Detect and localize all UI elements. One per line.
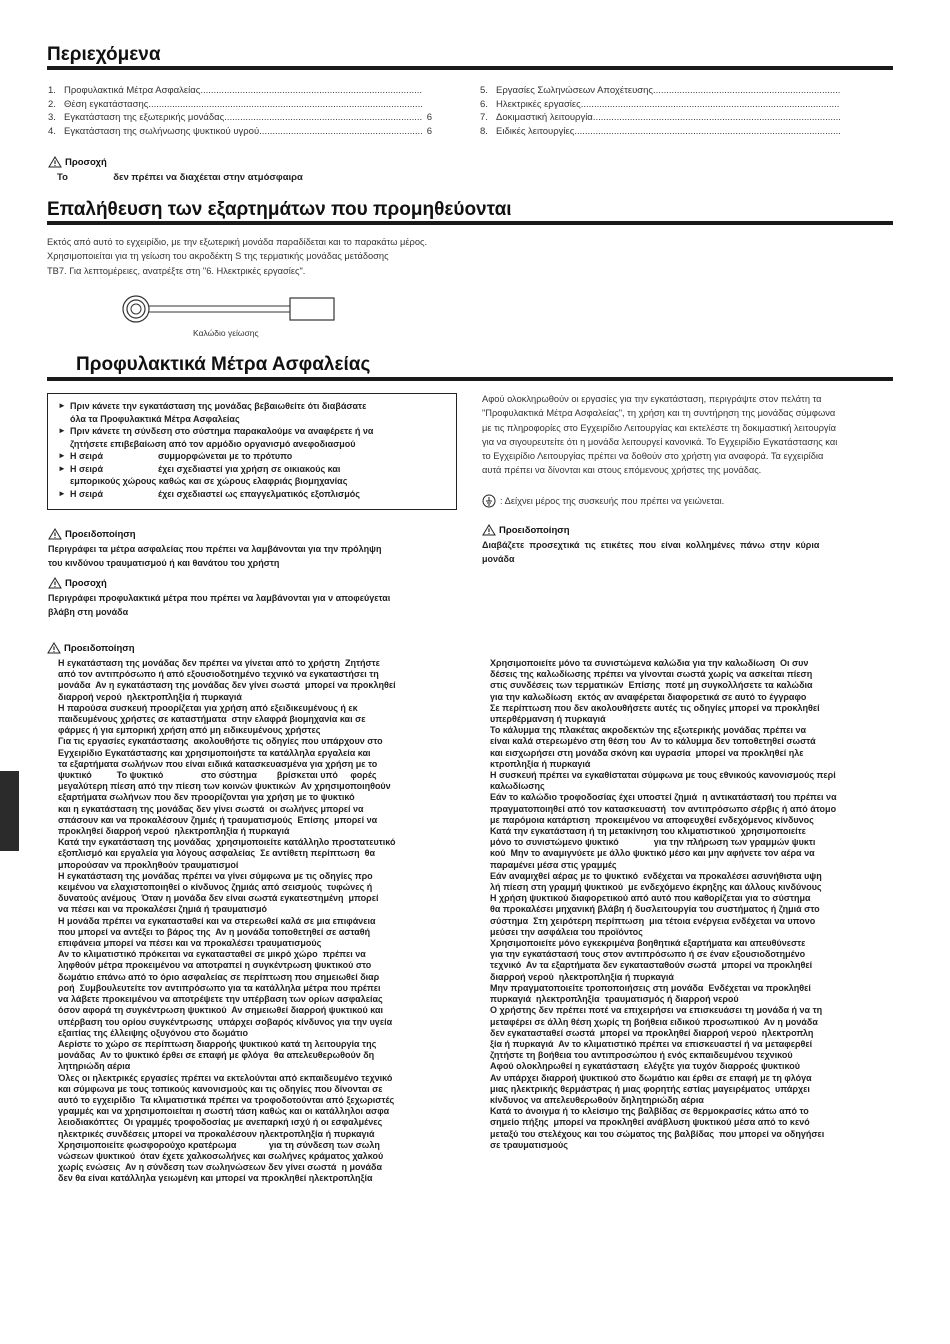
warning-text-line: θα προκαλέσει μηχανική βλάβη ή δυσλειτουργία του συστήματος ή ζημιά στο: [490, 904, 820, 915]
arrow-right-icon: ►: [58, 401, 66, 410]
warning-text-line: να πέσει και να προκαλέσει ζημιά ή τραυματισμό: [58, 904, 267, 915]
intro-line: αυτά πρέπει να δίνονται και στους επόμενους χρήστες της μονάδας.: [482, 465, 762, 476]
safety-intro-text: [482, 392, 894, 478]
warning-text-line: όσον αφορά τη συγκέντρωση ψυκτικού Αν σημειωθεί διαρροή ψυκτικού και: [58, 1005, 383, 1016]
ground-symbol-icon: [482, 494, 496, 508]
warning-text-line: μεταφέρει σε άλλη θέση χωρίς τη βοήθεια ειδικού προσωπικού Αν η μονάδα: [490, 1016, 818, 1027]
toc-page: [840, 111, 850, 125]
toc-text: Ηλεκτρικές εργασίες: [496, 98, 581, 110]
toc-item[interactable]: [48, 111, 432, 125]
warning-title: Προειδοποίηση: [64, 642, 135, 654]
checklist-text: Η σειρά έχει σχεδιαστεί για χρήση σε οικιακούς και: [70, 463, 341, 474]
warning-text-line: Εάν το καλώδιο τροφοδοσίας έχει υποστεί ζημιά η αντικατάστασή του πρέπει να: [490, 792, 837, 803]
caution-definition: [48, 577, 463, 619]
warning-text-line: παραμένει μέσα στις γραμμές: [490, 859, 617, 870]
warning-text-line: κού Μην το αναμιγνύετε με άλλο ψυκτικό μέσο και μην αφήνετε τον αέρα να: [490, 848, 815, 859]
warning-text-line: Χρησιμοποιείτε μόνο τα συνιστώμενα καλώδια για την καλωδίωση Οι συν: [490, 658, 809, 668]
warning-text-line: σύστημα Στη χειρότερη περίπτωση μια τέτοια ενέργεια ενδέχεται να υπονο: [490, 915, 816, 926]
safety-checklist-box: [47, 393, 457, 510]
warning-text-line: ηλεκτρικές συνδέσεις μπορεί να προκαλέσουν ηλεκτροπληξία ή πυρκαγιά: [58, 1128, 375, 1139]
warning-text-line: χωρίς ενώσεις Αν η σύνδεση των σωληνώσεων δεν γίνει σωστά η μονάδα: [58, 1162, 382, 1173]
warning-text-line: Αφού ολοκληρωθεί η εγκατάσταση ελέγξτε για τυχόν διαρροές ψυκτικού: [490, 1061, 800, 1072]
warning-text-line: για την καλωδίωση εκτός αν αναφέρεται διαφορετικά σε αυτό το έγγραφο: [490, 691, 807, 702]
warning-text-line: Αερίστε το χώρο σε περίπτωση διαρροής ψυκτικού κατά τη λειτουργία της: [58, 1038, 377, 1049]
caution-word: Το: [57, 172, 68, 183]
warning-text-line: φάρμες ή για εμπορική χρήση από μη ειδικευμένους χρήστες: [58, 725, 321, 736]
warning-labels: [482, 524, 894, 566]
ground-note-text: : Δείχνει μέρος της συσκευής που πρέπει να γειώνεται.: [500, 496, 725, 506]
warning-text-line: Η παρούσα συσκευή προορίζεται για χρήση από εξειδικευμένους ή εκ: [58, 702, 358, 713]
arrow-right-icon: ►: [58, 488, 66, 498]
warning-text-line: διαρροή νερού ηλεκτροπληξία ή πυρκαγιά: [490, 971, 674, 982]
intro-line: το Εγχειρίδιο Λειτουργίας πρέπει να δοθούν στο χρήστη για αναφορά. Τα εγχειρίδια: [482, 451, 824, 462]
warning-line: μονάδα: [482, 554, 515, 564]
warning-text-line: Χρησιμοποιείτε μόνο εγκεκριμένα βοηθητικά εξαρτήματα και απευθύνεστε: [490, 938, 806, 949]
warning-text-line: μονάδας Αν το ψυκτικό έρθει σε επαφή με φλόγα θα απελευθερωθούν δη: [58, 1050, 375, 1061]
toc-dots: [574, 125, 840, 139]
warning-title: Προειδοποίηση: [499, 524, 570, 536]
warning-title: Προειδοποίηση: [65, 528, 136, 540]
warning-text-line: μεύσει την ασφάλεια του προϊόντος: [490, 926, 643, 937]
checklist-text: Πριν κάνετε την εγκατάσταση της μονάδας βεβαιωθείτε ότι διαβάσατε: [70, 401, 367, 411]
warning-text-line: Μην πραγματοποιείτε τροποποιήσεις στη μονάδα Ενδέχεται να προκληθεί: [490, 982, 811, 993]
warning-text-line: γραμμές και να χρησιμοποιείται η σωστή τάση καθώς και οι κατάλληλοι ασφα: [58, 1106, 390, 1117]
toc-text: Ειδικές λειτουργίες: [496, 125, 575, 137]
checklist-item: [58, 400, 456, 425]
warning-text-line: να λάβετε προκειμένου να αποτρέψετε την υπέρβαση των ορίων ασφαλείας: [58, 994, 383, 1005]
main-warning-right-column: [490, 658, 894, 1151]
warning-text-line: Κατά την εγκατάσταση της μονάδας χρησιμοποιείτε κατάλληλο προστατευτικό: [58, 837, 396, 848]
checklist-text: όλα τα Προφυλακτικά Μέτρα Ασφαλείας: [70, 413, 240, 424]
warning-text-line: με παρόμοια κατάρτιση προκειμένου να αποφευχθεί ενδεχόμενος κίνδυνος: [490, 814, 814, 825]
toc-dots: [200, 84, 422, 98]
toc-dots: [593, 111, 840, 125]
toc-dots: [148, 98, 422, 112]
toc-num: 1.: [48, 85, 56, 96]
warning-text-line: ζητήστε τη βοήθεια του αντιπροσώπου ή ενός εκπαιδευμένου τεχνικού: [490, 1050, 793, 1061]
toc-page: [422, 98, 432, 112]
caution-title: Προσοχή: [65, 156, 107, 168]
warning-text-line: εξοπλισμό και εργαλεία για λόγους ασφαλείας Σε αντίθετη περίπτωση θα: [58, 848, 376, 859]
checklist-item: [58, 488, 456, 501]
warning-text-line: μονάδα Αν η εγκατάσταση της μονάδας δεν γίνει σωστά μπορεί να προκληθεί: [58, 680, 396, 691]
toc-page: 6: [426, 112, 432, 123]
warning-text-line: υπερθέρμανση ή πυρκαγιά: [490, 714, 606, 725]
toc-item[interactable]: [480, 111, 850, 125]
verify-rule: [47, 221, 893, 225]
verify-line: Χρησιμοποιείται για τη γείωση του ακροδέκτη S της τερματικής μονάδας μετάδοσης: [47, 251, 389, 262]
warning-text-line: δωμάτιο επάνω από το όριο ασφαλείας σε περίπτωση που σημειωθεί διαρ: [58, 971, 380, 982]
verify-line: Εκτός από αυτό το εγχειρίδιο, με την εξωτερική μονάδα παραδίδεται και το παρακάτω μέρος.: [47, 237, 428, 247]
caution-line: Περιγράφει προφυλακτικά μέτρα που πρέπει να λαμβάνονται για ν αποφεύγεται: [48, 593, 391, 603]
warning-line: του κινδύνου τραυματισμού ή και θανάτου του χρήστη: [48, 558, 280, 568]
toc-item[interactable]: [48, 84, 432, 98]
warning-text-line: πυρκαγιά ηλεκτροπληξία τραυματισμός ή διαρροή νερού: [490, 994, 739, 1005]
warning-text-line: εξαρτήματα σωλήνων που δεν προορίζονται για χρήση με το ψυκτικό: [58, 792, 355, 803]
warning-text-line: Σε περίπτωση που δεν ακολουθήσετε αυτές τις οδηγίες μπορεί να προκληθεί: [490, 702, 820, 713]
arrow-right-icon: ►: [58, 426, 66, 435]
warning-text-line: Η μονάδα πρέπει να εγκατασταθεί και να στερεωθεί καλά σε μια επιφάνεια: [58, 915, 376, 926]
warning-text-line: Όλες οι ηλεκτρικές εργασίες πρέπει να εκτελούνται από εκπαιδευμένο τεχνικό: [58, 1072, 393, 1083]
warning-text-line: αυτό το εγχειρίδιο Τα κλιματιστικά πρέπει να τροφοδοτούνται από ξεχωριστές: [58, 1094, 395, 1105]
caution-line: βλάβη στη μονάδα: [48, 607, 129, 617]
toc-text: Δοκιμαστική λειτουργία: [496, 112, 593, 123]
toc-text: Προφυλακτικά Μέτρα Ασφαλείας: [64, 85, 201, 96]
checklist-text: Η σειρά έχει σχεδιαστεί ως επαγγελματικός εξοπλισμός: [70, 488, 360, 499]
toc-page: [840, 98, 850, 112]
warning-text-line: πραγματοποιηθεί από τον κατασκευαστή τον αντιπρόσωπο σέρβις ή από άτομο: [490, 803, 837, 814]
toc-text: Θέση εγκατάστασης: [64, 98, 149, 110]
toc-item[interactable]: [48, 125, 432, 139]
checklist-text: Η σειρά συμμορφώνεται με το πρότυπο: [70, 451, 293, 461]
toc-num: 8.: [480, 125, 488, 137]
arrow-right-icon: ►: [58, 451, 66, 460]
warning-text-line: και η εγκατάσταση της μονάδας δεν γίνει σωστά οι σωλήνες μπορεί να: [58, 803, 364, 814]
warning-text-line: Αν υπάρχει διαρροή ψυκτικού στο δωμάτιο και έρθει σε επαφή με τη φλόγα: [490, 1072, 812, 1083]
warning-text-line: για την εγκατάστασή τους στον αντιπρόσωπο ή σε έναν εξουσιοδοτημένο: [490, 949, 806, 960]
warning-text-line: δυνατούς ανέμους Όταν η μονάδα δεν είναι σωστά εγκατεστημένη μπορεί: [58, 893, 379, 904]
warning-text-line: Ο χρήστης δεν πρέπει ποτέ να επιχειρήσει να επισκευάσει τη μονάδα ή να τη: [490, 1005, 823, 1016]
toc-dots: [259, 125, 422, 139]
toc-dots: [224, 111, 422, 125]
arrow-right-icon: ►: [58, 463, 66, 473]
warning-text-line: ψυκτικό Το ψυκτικό στο σύστημα βρίσκεται υπό φορές: [58, 770, 377, 781]
warning-text-line: μεγαλύτερη πίεση από την πίεση των κοινών ψυκτικών Αν χρησιμοποιηθούν: [58, 781, 391, 792]
warning-text-line: επιφάνεια μπορεί να πέσει και να προκαλέσει τραυματισμούς: [58, 938, 322, 949]
warning-text-line: τα εξαρτήματα σωλήνων που είναι ειδικά κατασκευασμένα για χρήση με το: [58, 758, 378, 769]
warning-text-line: παιδευμένους χρήστες σε καταστήματα στην ελαφρά βιομηχανία και σε: [58, 714, 366, 725]
warning-text-line: και εισχωρήσει στη μονάδα σκόνη και υγρασία μπορεί να προκληθεί ηλε: [490, 747, 804, 758]
warning-text-line: Κατά την εγκατάσταση ή τη μετακίνηση του κλιματιστικού χρησιμοποιείτε: [490, 826, 806, 837]
intro-line: για να σιγουρευτείτε ότι η μονάδα λειτουργεί κανονικά. Το Εγχειρίδιο Εγκατάστασης και: [482, 436, 838, 447]
warning-text-line: ξία ή πυρκαγιά Αν το κλιματιστικό πρέπει να επισκευαστεί ή να μεταφερθεί: [490, 1038, 813, 1049]
warning-text-line: που μπορεί να αντέξει το βάρος της Αν η μονάδα τοποθετηθεί σε ασταθή: [58, 926, 371, 937]
warning-text-line: υπέρβαση του ορίου συγκέντρωσης υπάρχει σοβαρός κίνδυνος για την υγεία: [58, 1016, 393, 1027]
contents-title: Περιεχόμενα: [47, 44, 161, 65]
toc-num: 5.: [480, 85, 488, 96]
warning-text-line: σημείο πήξης μπορεί να προκληθεί ανάβλυση ψυκτικού μέσα από το κενό: [490, 1117, 810, 1128]
toc-item[interactable]: [48, 98, 432, 112]
toc-item[interactable]: [480, 84, 850, 98]
toc-page: [840, 84, 850, 98]
toc-num: 6.: [480, 98, 488, 110]
warning-text-line: Το κάλυμμα της πλακέτας ακροδεκτών της εξωτερικής μονάδας πρέπει να: [490, 725, 807, 736]
warning-text-line: προκληθεί διαρροή νερού ηλεκτροπληξία ή πυρκαγιά: [58, 826, 290, 837]
main-warning-heading: [47, 642, 135, 654]
warning-text-line: εξαιτίας της έλλειψης οξυγόνου στο δωμάτιο: [58, 1027, 248, 1038]
verify-text: [47, 235, 467, 278]
warning-text-line: κίνδυνος να απελευθερωθούν δηλητηριώδη αέρια: [490, 1094, 704, 1105]
warning-text-line: μπορούσαν να προκληθούν τραυματισμοί: [58, 859, 239, 870]
warning-text-line: Εγχειρίδιο Εγκατάστασης και χρησιμοποιήστε τα κατάλληλα εργαλεία και: [58, 747, 371, 758]
toc-dots: [653, 84, 840, 98]
toc-text: Εγκατάσταση της εξωτερικής μονάδας: [64, 112, 225, 123]
checklist-item: [58, 425, 456, 450]
warning-triangle-icon: [47, 642, 61, 654]
warning-text-line: κειμένου να ελαχιστοποιηθεί ο κίνδυνος ζημιάς από σεισμούς τυφώνες ή: [58, 882, 373, 893]
warning-text-line: Εάν αναμιχθεί αέρας με το ψυκτικό ενδέχεται να προκαλέσει ασυνήθιστα υψη: [490, 870, 822, 881]
warning-text-line: είναι καλά στερεωμένο στη θέση του Αν το κάλυμμα δεν τοποθετηθεί σωστά: [490, 736, 816, 747]
warning-text-line: λή πίεση στη γραμμή ψυκτικού με ενδεχόμενο έκρηξης και άλλους κινδύνους: [490, 882, 822, 893]
verify-title: Επαλήθευση των εξαρτημάτων που προμηθεύονται: [47, 199, 512, 220]
warning-text-line: μόνο το συνιστώμενο ψυκτικό για την πλήρωση των γραμμών ψυκτι: [490, 837, 816, 848]
ground-note: [482, 494, 724, 508]
warning-text-line: από τον αντιπρόσωπο ή από εξουσιοδοτημένο τεχνικό να εγκαταστήσει τη: [58, 669, 379, 680]
toc-num: 4.: [48, 125, 56, 137]
warning-text-line: Χρησιμοποιείτε φωσφορούχο κρατέρωμα για τη σύνδεση των σωλη: [58, 1139, 380, 1150]
warning-text-line: κτροπληξία ή πυρκαγιά: [490, 758, 591, 769]
warning-text-line: Η εγκατάσταση της μονάδας πρέπει να γίνει σύμφωνα με τις οδηγίες προ: [58, 870, 373, 881]
warning-text-line: καλωδίωσης: [490, 781, 545, 792]
toc-num: 7.: [480, 112, 488, 123]
safety-rule: [47, 377, 893, 381]
toc-page: [840, 125, 850, 139]
toc-text: Εργασίες Σωληνώσεων Αποχέτευσης: [496, 85, 654, 96]
warning-text-line: δέσεις της καλωδίωσης πρέπει να γίνονται σωστά χωρίς να ασκείται πίεση: [490, 669, 813, 680]
warning-triangle-icon: [482, 524, 496, 536]
warning-triangle-icon: [48, 577, 62, 589]
warning-text-line: Η συσκευή πρέπει να εγκαθίσταται σύμφωνα με τους εθνικούς κανονισμούς περί: [490, 770, 836, 781]
warning-text-line: Αν το κλιματιστικό πρόκειται να εγκατασταθεί σε μικρό χώρο πρέπει να: [58, 949, 366, 960]
contents-rule: [47, 66, 893, 70]
intro-line: Αφού ολοκληρωθούν οι εργασίες για την εγκατάσταση, περιγράψτε στον πελάτη τα: [482, 394, 822, 404]
page-side-tab: [0, 771, 19, 851]
ground-cable-label: Καλώδιο γείωσης: [193, 328, 259, 338]
ground-cable-illustration: [120, 292, 340, 326]
checklist-text: Πριν κάνετε τη σύνδεση στο σύστημα παρακαλούμε να αναφέρετε ή να: [70, 426, 374, 436]
warning-text-line: νώσεων ψυκτικού όταν έχετε χαλκοσωλήνες και σωλήνες κράματος χαλκού: [58, 1150, 384, 1161]
warning-text-line: Η εγκατάσταση της μονάδας δεν πρέπει να γίνεται από το χρήστη Ζητήστε: [58, 658, 380, 668]
warning-text-line: δεν εγκατασταθεί σωστά μπορεί να προκληθεί διαρροή νερού ηλεκτροπλη: [490, 1027, 814, 1038]
checklist-text: ζητήσετε επιβεβαίωση από τον αρμόδιο οργανισμό ανεφοδιασμού: [70, 438, 356, 449]
checklist-item: [58, 450, 456, 463]
warning-text-line: και σύμφωνα με τους τοπικούς κανονισμούς και τις οδηγίες που δίνονται σε: [58, 1083, 383, 1094]
toc-num: 3.: [48, 112, 56, 123]
warning-line: Διαβάζετε προσεχτικά τις ετικέτες που είναι κολλημένες πάνω στην κύρια: [482, 540, 820, 550]
warning-text-line: σε τραυματισμούς: [490, 1139, 568, 1150]
warning-definition: [48, 528, 463, 570]
toc-item[interactable]: [480, 98, 850, 112]
warning-text-line: Κατά το άνοιγμα ή το κλείσιμο της βαλβίδας σε θερμοκρασίες κάτω από το: [490, 1106, 809, 1117]
checklist-item: [58, 463, 456, 488]
toc-item[interactable]: [480, 125, 850, 139]
toc-right: [480, 84, 850, 138]
caution-text: δεν πρέπει να διαχέεται στην ατμόσφαιρα: [113, 172, 303, 183]
warning-text-line: Η χρήση ψυκτικού διαφορετικού από αυτό που καθορίζεται για το σύστημα: [490, 893, 811, 904]
warning-text-line: μεταξύ του στελέχους και του σώματος της βαλβίδας που μπορεί να οδηγήσει: [490, 1128, 825, 1139]
intro-line: "Προφυλακτικά Μέτρα Ασφαλείας", τη χρήση και τη συντήρηση της μονάδας σύμφωνα: [482, 408, 836, 419]
safety-title: Προφυλακτικά Μέτρα Ασφαλείας: [76, 354, 371, 375]
warning-triangle-icon: [48, 528, 62, 540]
warning-text-line: λητηριώδη αέρια: [58, 1061, 131, 1072]
warning-text-line: ληφθούν μέτρα προκειμένου να αποτραπεί η συγκέντρωση ψυκτικού στο: [58, 960, 372, 971]
toc-dots: [581, 98, 840, 112]
warning-text-line: μιας ηλεκτρικής θερμάστρας ή μιας φορητής εστίας μαγειρέματος υπάρχει: [490, 1083, 810, 1094]
warning-text-line: τεχνικό Αν τα εξαρτήματα δεν εγκατασταθούν σωστά μπορεί να προκληθεί: [490, 960, 813, 971]
warning-text-line: δεν θα είναι κατάλληλα γειωμένη και μπορεί να προκληθεί ηλεκτροπληξία: [58, 1173, 373, 1184]
intro-line: με τις πληροφορίες στο Εγχειρίδιο Λειτουργίας και εκτελέστε τη δοκιμαστική λειτουργία: [482, 422, 837, 433]
warning-text-line: διαρροή νερού ηλεκτροπληξία ή πυρκαγιά: [58, 691, 242, 702]
main-warning-left-column: [58, 658, 460, 1185]
warning-text-line: λειοδιακόπτες Οι γραμμές τροφοδοσίας με ανεπαρκή ισχύ ή οι εσφαλμένες: [58, 1117, 383, 1128]
toc-text: Εγκατάσταση της σωλήνωσης ψυκτικού υγρού: [64, 125, 260, 137]
warning-line: Περιγράφει τα μέτρα ασφαλείας που πρέπει να λαμβάνονται για την πρόληψη: [48, 544, 382, 554]
toc-page: 6: [426, 125, 432, 137]
caution-top: [48, 156, 303, 185]
checklist-text: εμπορικούς χώρους καθώς και σε χώρους ελαφριάς βιομηχανίας: [70, 476, 348, 486]
warning-text-line: στις συνδέσεις των τερματικών Επίσης ποτέ μη συγκολλήσετε τα καλώδια: [490, 680, 813, 691]
toc-left: [48, 84, 432, 138]
warning-text-line: Για τις εργασίες εγκατάστασης ακολουθήστε τις οδηγίες που υπάρχουν στο: [58, 736, 383, 747]
warning-text-line: σπάσουν και να προκαλέσουν ζημιές ή τραυματισμούς Επίσης μπορεί να: [58, 814, 378, 825]
toc-num: 2.: [48, 98, 56, 110]
warning-text-line: ροή Συμβουλευτείτε τον αντιπρόσωπο για τα κατάλληλα μέτρα που πρέπει: [58, 982, 381, 993]
caution-title: Προσοχή: [65, 577, 107, 589]
toc-page: [422, 84, 432, 98]
verify-line: TB7. Για λεπτομέρειες, ανατρέξτε στη "6. Ηλεκτρικές εργασίες".: [47, 265, 306, 276]
warning-triangle-icon: [48, 156, 62, 168]
